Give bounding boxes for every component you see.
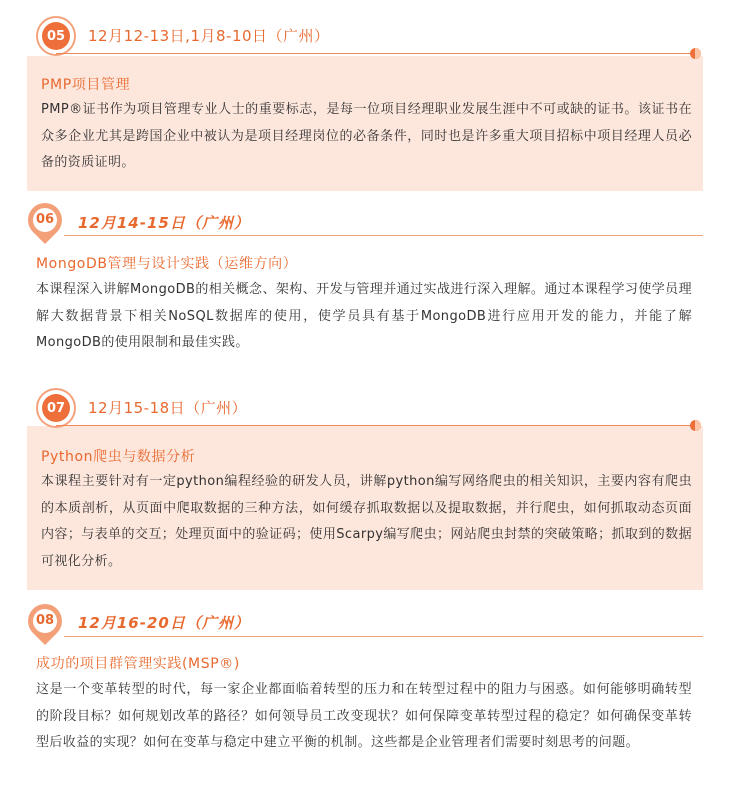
divider-line xyxy=(56,53,696,54)
section-date: 12月15-18日（广州） xyxy=(88,399,248,417)
section-date: 12月12-13日,1月8-10日（广州） xyxy=(88,27,330,45)
course-description: 本课程深入讲解MongoDB的相关概念、架构、开发与管理并通过实战进行深入理解。通过本课程学习使学员理解大数据背景下相关NoSQL数据库的使用，使学员具有基于MongoDB进行应用开发的能力，并能了解MongoDB的使用限制和最佳实践。 xyxy=(36,282,692,350)
course-title: Python爬虫与数据分析 xyxy=(41,449,196,465)
line-end-dot xyxy=(690,420,701,431)
course-description: 这是一个变革转型的时代，每一家企业都面临着转型的压力和在转型过程中的阻力与困惑。如何能够明确转型的阶段目标？如何规划改革的路径？如何领导员工改变现状？如何保障变革转型过程的稳定？如何确保变革转型后收益的实现？如何在变革与稳定中建立平衡的机制。这些都是企业管理者们需要时刻思考的问题。 xyxy=(36,682,692,750)
section-number-badge xyxy=(36,388,76,428)
line-end-dot xyxy=(690,48,701,59)
course-title: MongoDB管理与设计实践（运维方向） xyxy=(36,256,298,272)
section-number: 06 xyxy=(36,212,55,227)
course-title: 成功的项目群管理实践(MSP®) xyxy=(36,656,240,672)
section-number: 05 xyxy=(42,22,70,50)
divider-line xyxy=(64,235,703,236)
divider-line xyxy=(64,636,703,637)
course-description: 本课程主要针对有一定python编程经验的研发人员，讲解python编写网络爬虫的相关知识，主要内容有爬虫的本质剖析，从页面中爬取数据的三种方法，如何缓存抓取数据以及提取数据，并行爬虫，如何抓取动态页面内容；与表单的交互；处理页面中的验证码；使用Scarpy编写爬虫；网站爬虫封禁的突破策略；抓取到的数据可视化分析。 xyxy=(41,474,692,569)
course-description: PMP®证书作为项目管理专业人士的重要标志，是每一位项目经理职业发展生涯中不可或缺的证书。该证书在众多企业尤其是跨国企业中被认为是项目经理岗位的必备条件，同时也是许多重大项目招标中项目经理人员必备的资质证明。 xyxy=(41,102,692,170)
section-date: 12月14-15日（广州） xyxy=(78,214,250,232)
section-number: 07 xyxy=(42,394,70,422)
section-number-badge xyxy=(36,16,76,56)
course-title: PMP项目管理 xyxy=(41,77,131,93)
section-date: 12月16-20日（广州） xyxy=(78,614,250,632)
divider-line xyxy=(56,425,696,426)
section-number: 08 xyxy=(36,613,55,628)
